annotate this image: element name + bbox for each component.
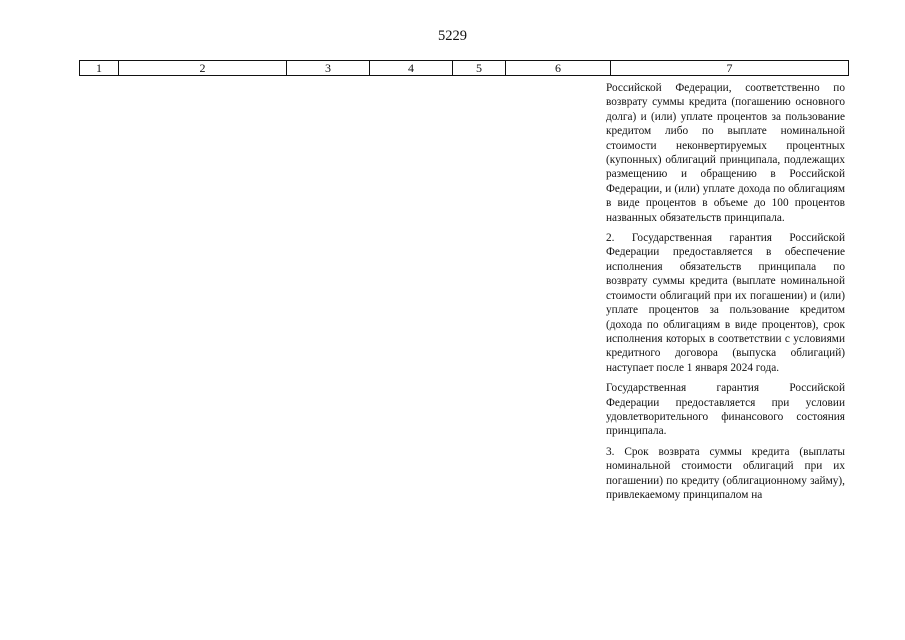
- column-header-1: 1: [80, 61, 119, 76]
- column-header-7: 7: [611, 61, 849, 76]
- column-header-4: 4: [370, 61, 453, 76]
- paragraph-condition: Государственная гарантия Российской Федерации предоставляется при условии удовлетворительного финансового состояния принципала.: [606, 382, 845, 438]
- column-7-text: [606, 81, 845, 508]
- paragraph-item-2: 2. Государственная гарантия Российской Федерации предоставляется в обеспечение исполнения обязательств принципала по возврату суммы кредита (выплате номинальной стоимости облигаций при их погашении) и (или) уплате процентов за пользование кредитом (дохода по облигациям в виде процентов), срок исполнения которых в соответствии с условиями кредитного договора (выпуска облигаций) наступает после 1 января 2024 года.: [606, 232, 845, 374]
- column-header-3: 3: [287, 61, 370, 76]
- page-number: 5229: [438, 28, 467, 44]
- column-number-header: [79, 60, 849, 76]
- paragraph-continuation: Российской Федерации, соответственно по возврату суммы кредита (погашению основного долга) и (или) уплате процентов за пользование кредитом либо по выплате номинальной стоимости неконвертируемых процентных (купонных) облигаций принципала, подлежащих размещению и обращению в Российской Федерации, и (или) уплате дохода по облигациям в виде процентов в объеме до 100 процентов названных обязательств принципала.: [606, 82, 845, 224]
- column-header-5: 5: [453, 61, 506, 76]
- column-header-2: 2: [119, 61, 287, 76]
- column-header-6: 6: [506, 61, 611, 76]
- paragraph-item-3: 3. Срок возврата суммы кредита (выплаты номинальной стоимости облигаций при их погашении) по кредиту (облигационному займу), привлекаемому принципалом на: [606, 445, 845, 501]
